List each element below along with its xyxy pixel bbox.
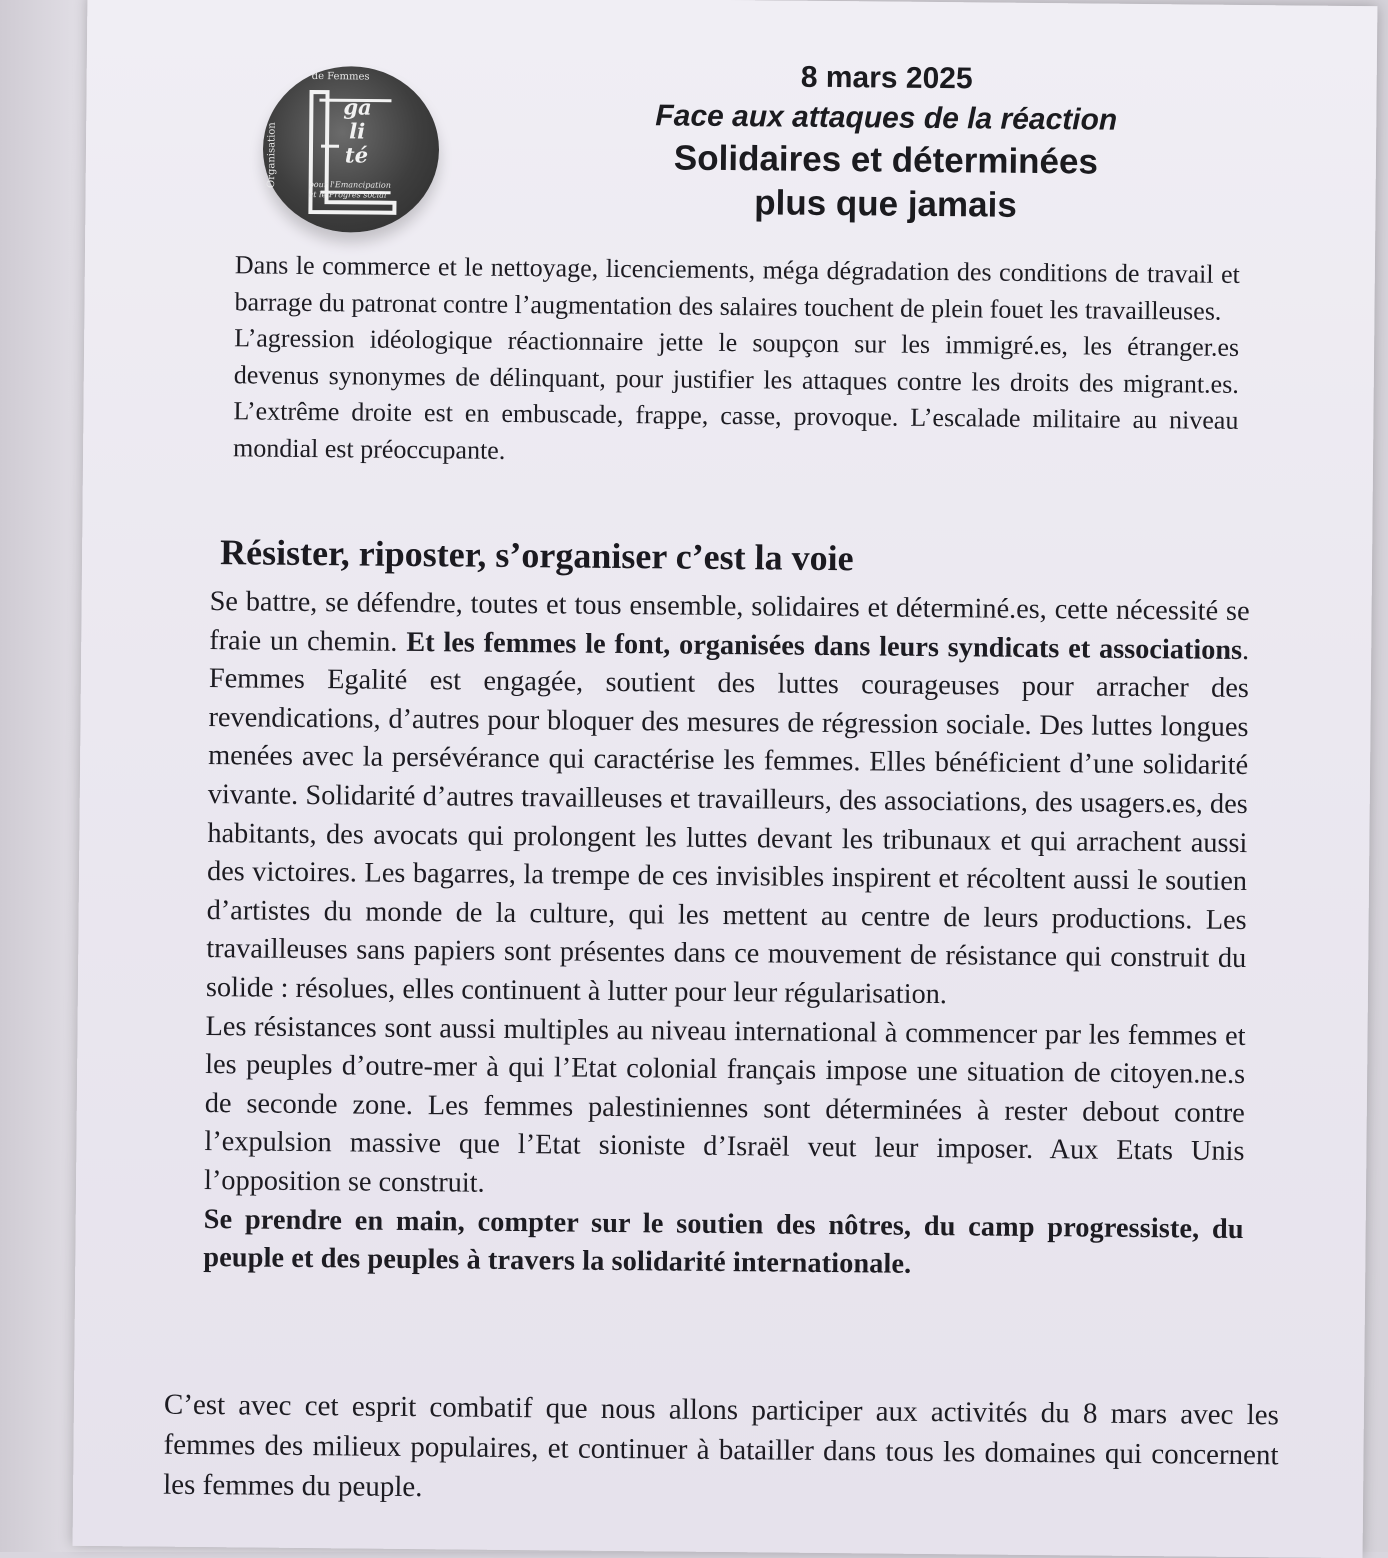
logo-side-text: Organisation (266, 122, 278, 189)
intro-block (233, 247, 1240, 476)
section-p1-start: Se battre, se défendre, toutes et tous ensemble, solidaires et déterminé.es, cette nécessité se fraie un chemin. (209, 586, 1250, 658)
logo-word-1: ga (343, 94, 372, 120)
logo-bottom-line-1: pour l'Emancipation (308, 179, 391, 190)
header-title-line-1: Solidaires et déterminées (673, 138, 1099, 182)
closing-block (163, 1385, 1279, 1516)
intro-paragraph-1: Dans le commerce et le nettoyage, licenciements, méga dégradation des conditions de travail et barrage du patronat contre l’augmentation des salaires touchent de plein fouet les travailleuses. (234, 250, 1240, 326)
logo-bottom-line-2: et le Progrès social (308, 189, 387, 200)
header-date: 8 mars 2025 (800, 60, 973, 96)
closing-paragraph: C’est avec cet esprit combatif que nous allons participer aux activités du 8 mars avec les femmes des milieux populaires, et continuer à batailler dans tous les domaines qui concernent les femmes du peuple. (163, 1388, 1280, 1504)
section-body (203, 583, 1250, 1288)
flyer-header (565, 53, 1207, 229)
section-p1-bold: Et les femmes le font, organisées dans leurs syndicats et associations (406, 626, 1243, 666)
logo-word-3: té (344, 142, 369, 168)
intro-paragraph-2: L’agression idéologique réactionnaire jette le soupçon sur les immigré.es, les étranger.es devenus synonymes de délinquant, pour justifier les attaques contre les droits des migrant.es. L’extrême droite est en embuscade, frappe, casse, provoque. L’escalade militaire au niveau mondial est préoccupante. (232, 323, 1240, 465)
section-title: Résister, riposter, s’organiser c’est la voie (219, 532, 854, 579)
flyer-sheet (73, 0, 1378, 1558)
logo-top-text: de Femmes (311, 71, 370, 83)
header-title-line-2: plus que jamais (754, 183, 1017, 225)
section-paragraph-1 (206, 583, 1250, 1017)
organization-logo (262, 66, 442, 236)
header-subtitle: Face aux attaques de la réaction (655, 99, 1118, 137)
section-p1-end: . Femmes Egalité est engagée, soutient des luttes courageuses pour arracher des revendications, d’autres pour bloquer des mesures de régression sociale. Des luttes longues menées avec la persévérance qui caractérise les femmes. Elles bénéficient d’une solidarité vivante. Solidarité d’autres travailleuses et travailleurs, des associations, des usagers.es, des habitants, des avocats qui prolongent les luttes devant les tribunaux et qui arrachent aussi des victoires. Les bagarres, la trempe de ces invisibles inspirent et récoltent aussi le soutien d’artistes du monde de la culture, qui les mettent au centre de leurs productions. Les travailleuses sans papiers sont présentes dans ce mouvement de résistance qui construit du solide : résolues, elles continuent à lutter pour leur régularisation. (205, 634, 1250, 1011)
logo-word-2: li (349, 118, 366, 144)
section-paragraph-2: Les résistances sont aussi multiples au niveau international à commencer par les femmes et les peuples d’outre-mer à qui l’Etat colonial français impose une situation de citoyen.ne.s de seconde zone. Les femmes palestiniennes sont déterminées à rester debout contre l’expulsion massive que l’Etat sioniste d’Israël veut leur imposer. Aux Etats Unis l’opposition se construit. (203, 1010, 1246, 1199)
section-paragraph-3-bold: Se prendre en main, compter sur le soutien des nôtres, du camp progressiste, du peuple et des peuples à travers la solidarité internationale. (203, 1203, 1244, 1280)
